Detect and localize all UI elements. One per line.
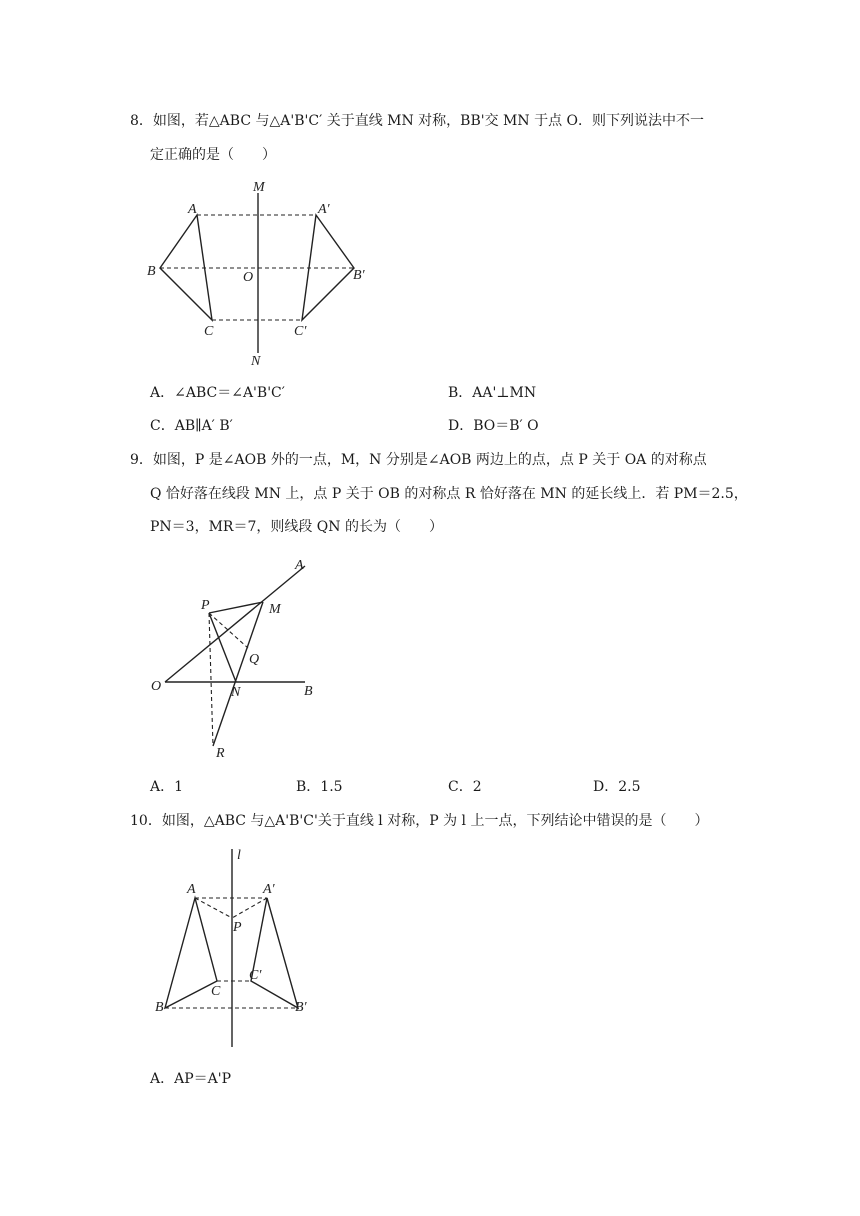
q8-option-a[interactable]: A．∠ABC＝∠A'B'C′ [150, 385, 285, 401]
q10-stem-line1: 10．如图，△ABC 与△A'B'C'关于直线 l 对称，P 为 l 上一点，下列结论中错误的是（ ） [130, 813, 709, 829]
label-c1: C′ [249, 968, 262, 983]
q8-stem-line2: 定正确的是（ ） [150, 147, 276, 163]
label-o: O [243, 270, 254, 285]
label-l: l [237, 848, 241, 863]
triangle-a1b1c1 [251, 898, 298, 1008]
label-p: P [233, 920, 242, 935]
label-p: P [201, 598, 210, 613]
segment-pr [209, 613, 213, 746]
q9-stem-line1: 9．如图，P 是∠AOB 外的一点，M，N 分别是∠AOB 两边上的点，点 P 关于 OA 的对称点 [130, 452, 707, 468]
label-r: R [216, 746, 225, 761]
label-o: O [151, 679, 162, 694]
segment-pn [209, 613, 236, 682]
label-a: A [188, 202, 197, 217]
label-a1: A′ [318, 202, 330, 217]
label-c: C [211, 984, 221, 999]
q10-figure [145, 843, 345, 1053]
label-a1: A′ [263, 882, 275, 897]
segment-a1p [232, 898, 267, 918]
label-n: N [231, 685, 241, 700]
q9-option-a[interactable]: A．1 [150, 779, 184, 795]
q8-stem-line1: 8．如图，若△ABC 与△A'B'C′ 关于直线 MN 对称，BB'交 MN 于点 O．则下列说法中不一 [130, 113, 705, 129]
label-c: C [204, 324, 214, 339]
q9-option-d[interactable]: D．2.5 [593, 779, 641, 795]
label-b: B [155, 1000, 164, 1015]
label-a: A [295, 558, 304, 573]
q8-option-b[interactable]: B．AA'⊥MN [448, 385, 537, 401]
q8-option-c[interactable]: C．AB∥A′ B′ [150, 418, 233, 434]
ray-oa [165, 566, 305, 682]
label-b: B [304, 684, 313, 699]
label-m: M [269, 602, 281, 617]
label-b1: B′ [295, 1000, 307, 1015]
label-q: Q [249, 652, 260, 667]
segment-ap [195, 898, 232, 918]
q8-option-d[interactable]: D．BO＝B′ O [448, 418, 539, 434]
q9-option-c[interactable]: C．2 [448, 779, 482, 795]
q10-option-a[interactable]: A．AP＝A'P [150, 1071, 232, 1087]
label-c1: C′ [294, 324, 307, 339]
label-b1: B′ [353, 268, 365, 283]
q9-stem-line2: Q 恰好落在线段 MN 上，点 P 关于 OB 的对称点 R 恰好落在 MN 的延长线上．若 PM＝2.5， [150, 486, 748, 502]
q9-stem-line3: PN＝3，MR＝7，则线段 QN 的长为（ ） [150, 519, 443, 535]
q9-figure [145, 552, 330, 762]
label-m: M [253, 180, 265, 195]
label-a: A [187, 882, 196, 897]
q8-figure [140, 175, 380, 370]
label-n: N [251, 354, 261, 369]
q9-option-b[interactable]: B．1.5 [296, 779, 343, 795]
triangle-abc [165, 898, 217, 1008]
label-b: B [147, 264, 156, 279]
